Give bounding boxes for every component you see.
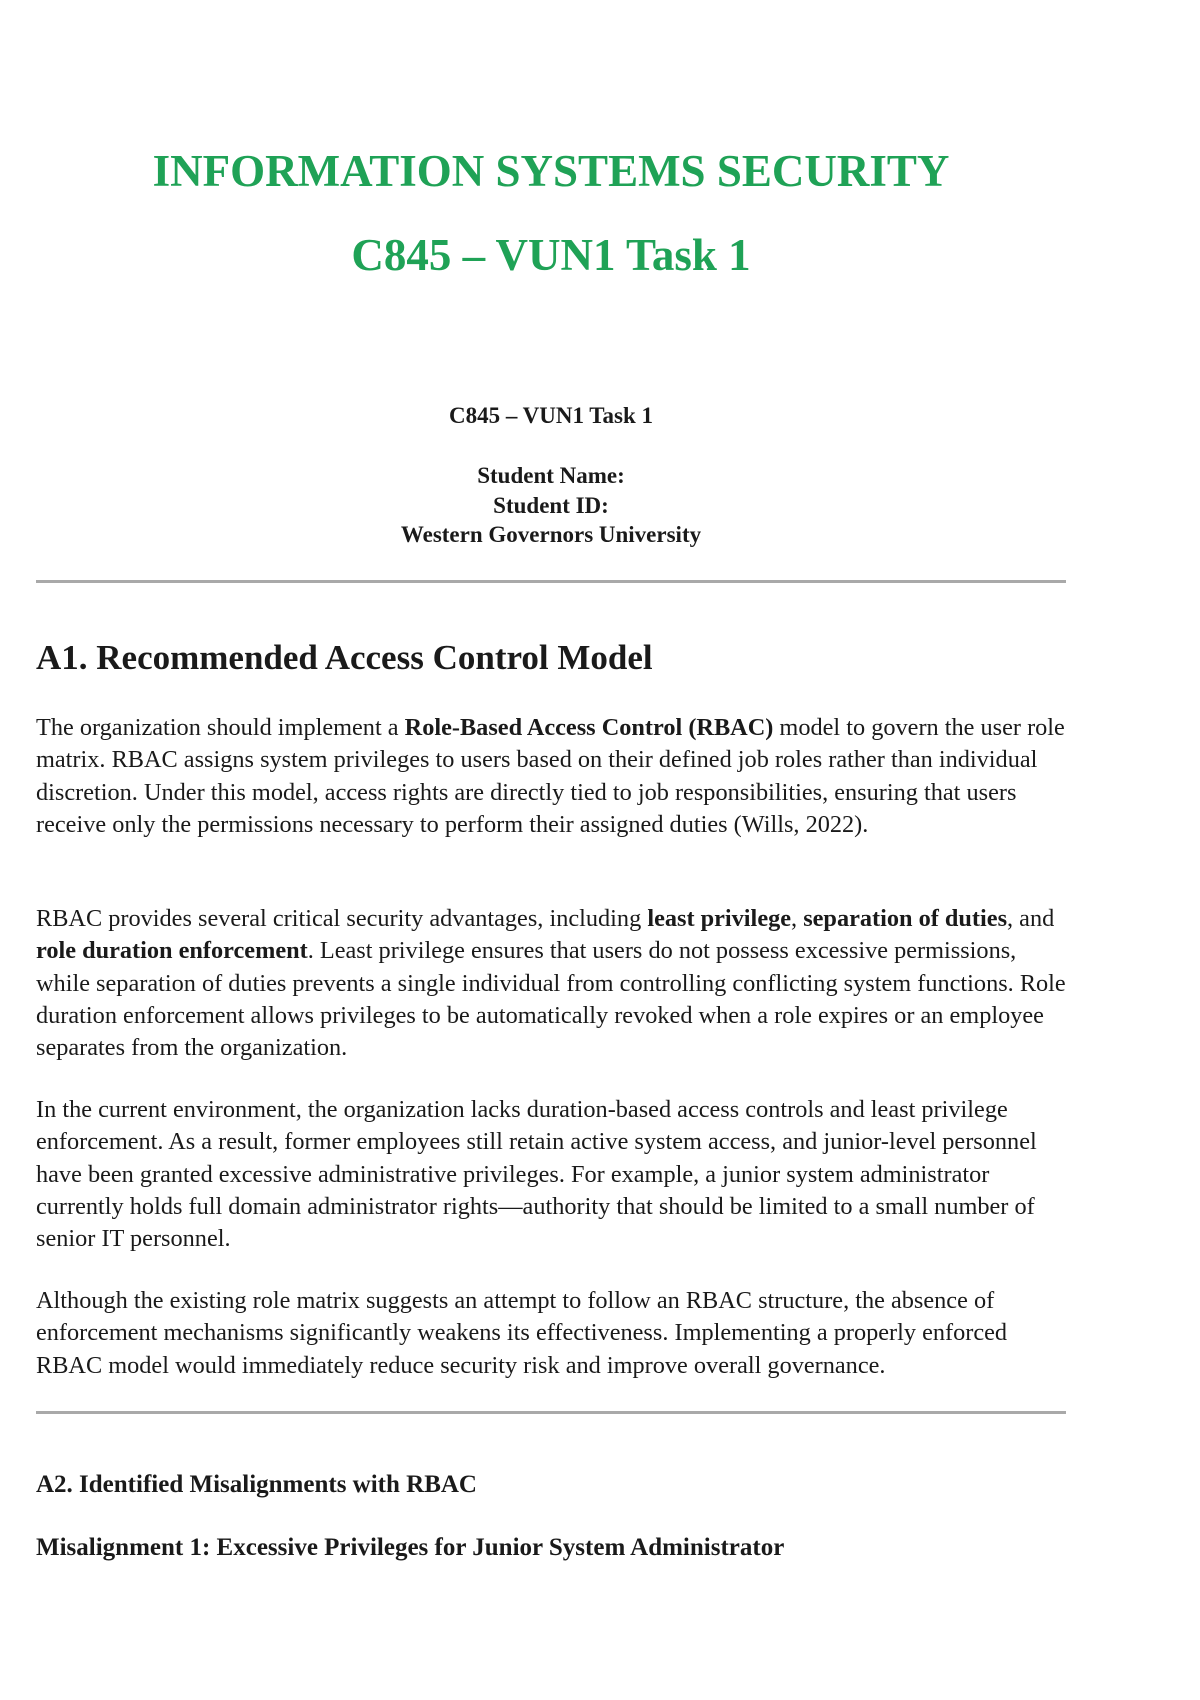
- a1-paragraph-4: Although the existing role matrix suggests an attempt to follow an RBAC structure, the absence of enforcement mechanisms significantly weakens its effectiveness. Implementing a properly enforced RBAC model would immediately reduce security risk and improve overall governance.: [36, 1287, 1008, 1379]
- section-a2-heading: A2. Identified Misalignments with RBAC: [36, 1471, 477, 1498]
- section-a1-heading: A1. Recommended Access Control Model: [36, 638, 653, 677]
- student-name-label: Student Name:: [477, 463, 625, 488]
- a1-p2-text-4: . Least privilege ensures that users do not possess excessive permissions, while separation of duties prevents a single individual from controlling conflicting system functions. Role duration enforcement allows privileges to be automatically revoked when a role expires or an employee separates from the organization.: [36, 937, 1066, 1062]
- misalignment-1-heading: Misalignment 1: Excessive Privileges for Junior System Administrator: [36, 1534, 785, 1561]
- university-name: Western Governors University: [400, 522, 702, 547]
- a1-p1-text-1: The organization should implement a: [36, 714, 405, 741]
- document-title: INFORMATION SYSTEMS SECURITY: [152, 146, 950, 196]
- course-line: C845 – VUN1 Task 1: [448, 403, 654, 428]
- a1-paragraph-2: [36, 903, 1066, 1064]
- a1-p2-text-1: RBAC provides several critical security advantages, including: [36, 905, 648, 932]
- a1-p2-bold-separation: separation of duties: [803, 905, 1008, 932]
- section-divider: [36, 1411, 1066, 1414]
- a1-paragraph-1: [36, 712, 1066, 841]
- a1-p2-bold-least-privilege: least privilege: [647, 905, 792, 932]
- document-subtitle: C845 – VUN1 Task 1: [351, 230, 751, 280]
- a1-p2-text-2: ,: [791, 905, 804, 932]
- a1-paragraph-3: In the current environment, the organization lacks duration-based access controls and least privilege enforcement. As a result, former employees still retain active system access, and junior-level personnel have been granted excessive administrative privileges. For example, a junior system administrator currently holds full domain administrator rights—authority that should be limited to a small number of senior IT personnel.: [36, 1096, 1037, 1253]
- section-divider: [36, 580, 1066, 583]
- a1-p2-bold-role-duration: role duration enforcement: [36, 937, 308, 965]
- a1-p1-bold-rbac: Role-Based Access Control (RBAC): [404, 714, 774, 741]
- a1-p2-text-3: , and: [1007, 905, 1055, 932]
- student-info-block: [36, 461, 1066, 550]
- a1-p1-text-2: model to govern the user role matrix. RBAC assigns system privileges to users based on their defined job roles rather than individual discretion. Under this model, access rights are directly tied to job responsibilities, ensuring that users receive only the permissions necessary to perform their assigned duties (Wills, 2022).: [36, 714, 1065, 838]
- student-id-label: Student ID:: [493, 492, 609, 518]
